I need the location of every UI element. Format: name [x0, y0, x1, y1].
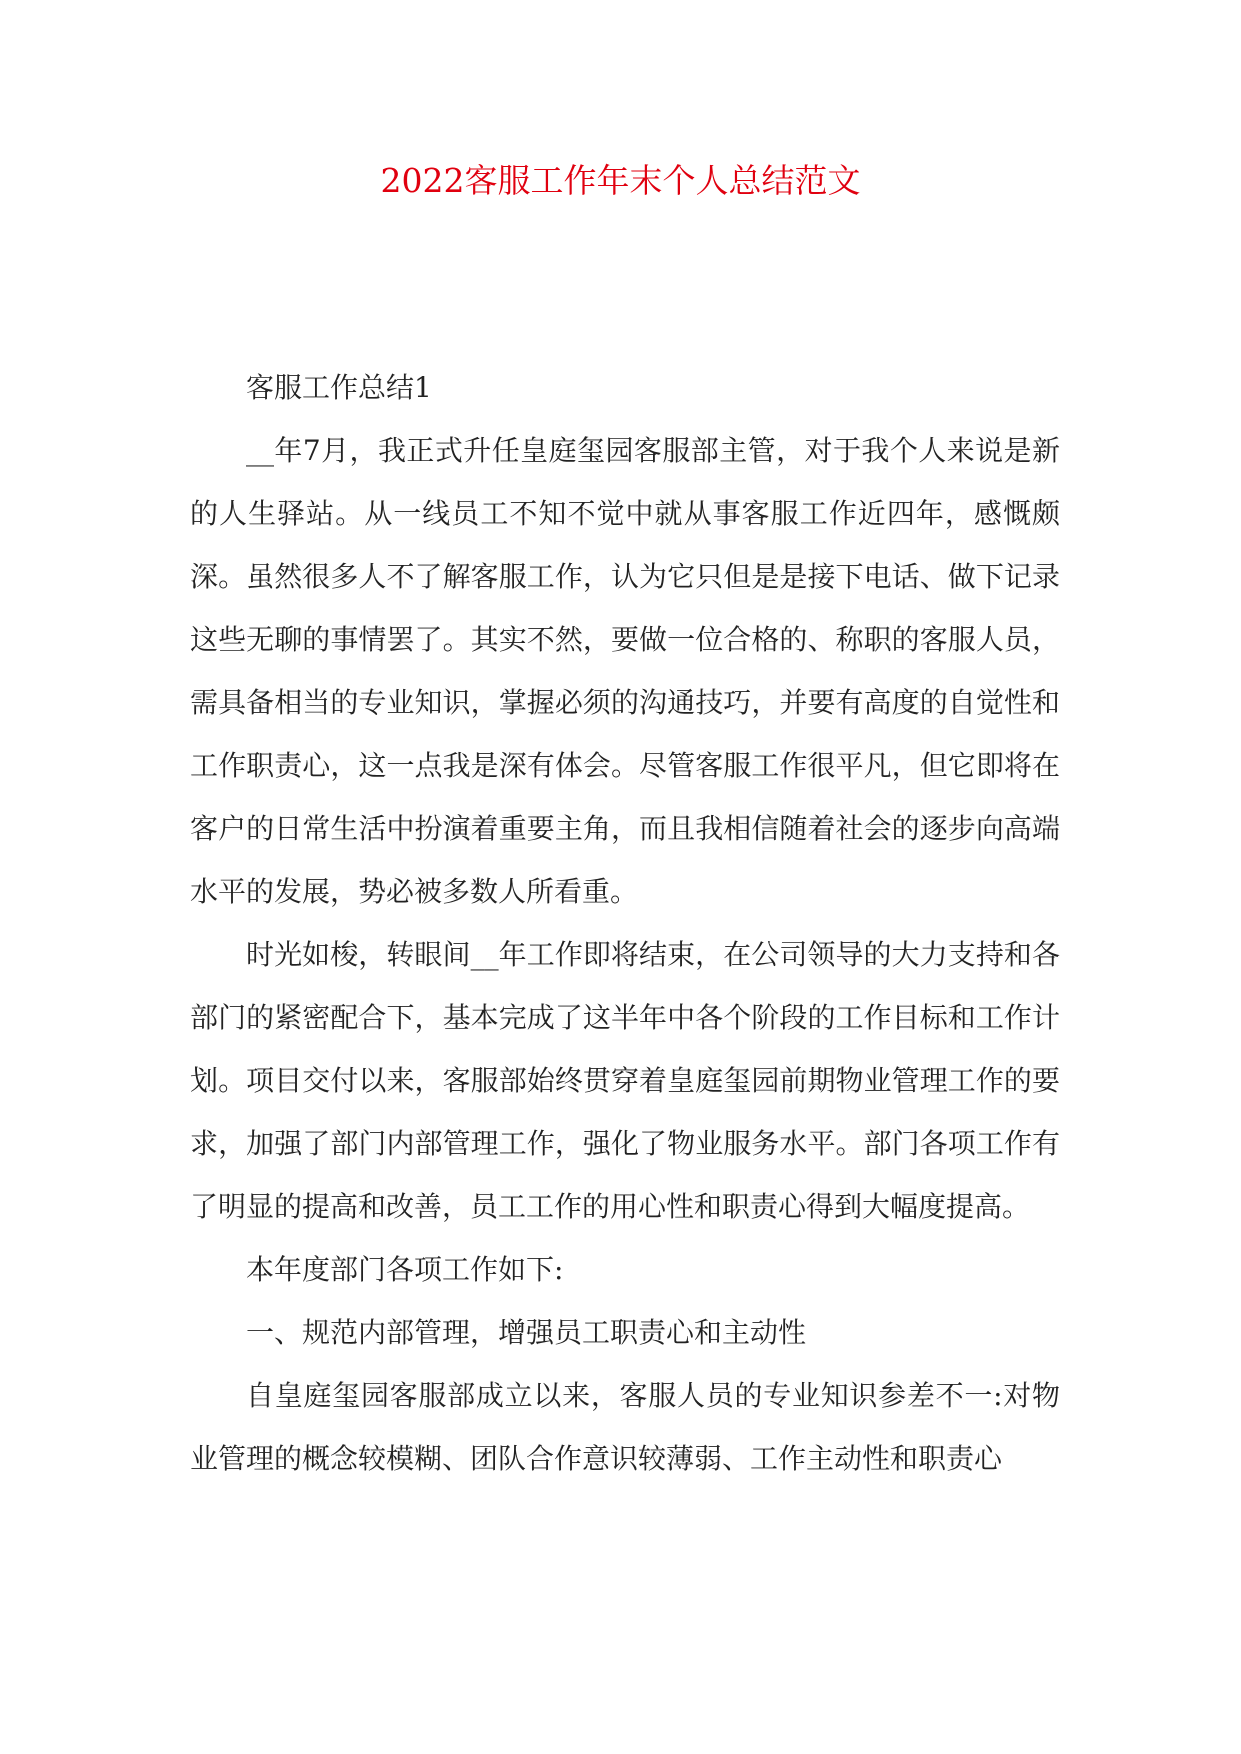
document-body — [190, 356, 1060, 1490]
paragraph-year-overview: 时光如梭，转眼间__年工作即将结束，在公司领导的大力支持和各部门的紧密配合下，基本完成了这半年中各个阶段的工作目标和工作计划。项目交付以来，客服部始终贯穿着皇庭玺园前期物业管理工作的要求，加强了部门内部管理工作，强化了物业服务水平。部门各项工作有了明显的提高和改善，员工工作的用心性和职责心得到大幅度提高。 — [190, 938, 1060, 1223]
paragraph-work-list-lead: 本年度部门各项工作如下: — [246, 1253, 564, 1286]
document-title: 2022客服工作年末个人总结范文 — [380, 161, 861, 200]
paragraph-section-1-body: 自皇庭玺园客服部成立以来，客服人员的专业知识参差不一:对物业管理的概念较模糊、团队合作意识较薄弱、工作主动性和职责心 — [190, 1379, 1060, 1475]
paragraph-intro: __年7月，我正式升任皇庭玺园客服部主管，对于我个人来说是新的人生驿站。从一线员工不知不觉中就从事客服工作近四年，感慨颇深。虽然很多人不了解客服工作，认为它只但是是接下电话、做下记录这些无聊的事情罢了。其实不然，要做一位合格的、称职的客服人员，需具备相当的专业知识，掌握必须的沟通技巧，并要有高度的自觉性和工作职责心，这一点我是深有体会。尽管客服工作很平凡，但它即将在客户的日常生活中扮演着重要主角，而且我相信随着社会的逐步向高端水平的发展，势必被多数人所看重。 — [190, 434, 1060, 908]
paragraph-section-heading-1: 一、规范内部管理，增强员工职责心和主动性 — [246, 1316, 807, 1349]
paragraph-heading-summary-1: 客服工作总结1 — [246, 371, 432, 404]
